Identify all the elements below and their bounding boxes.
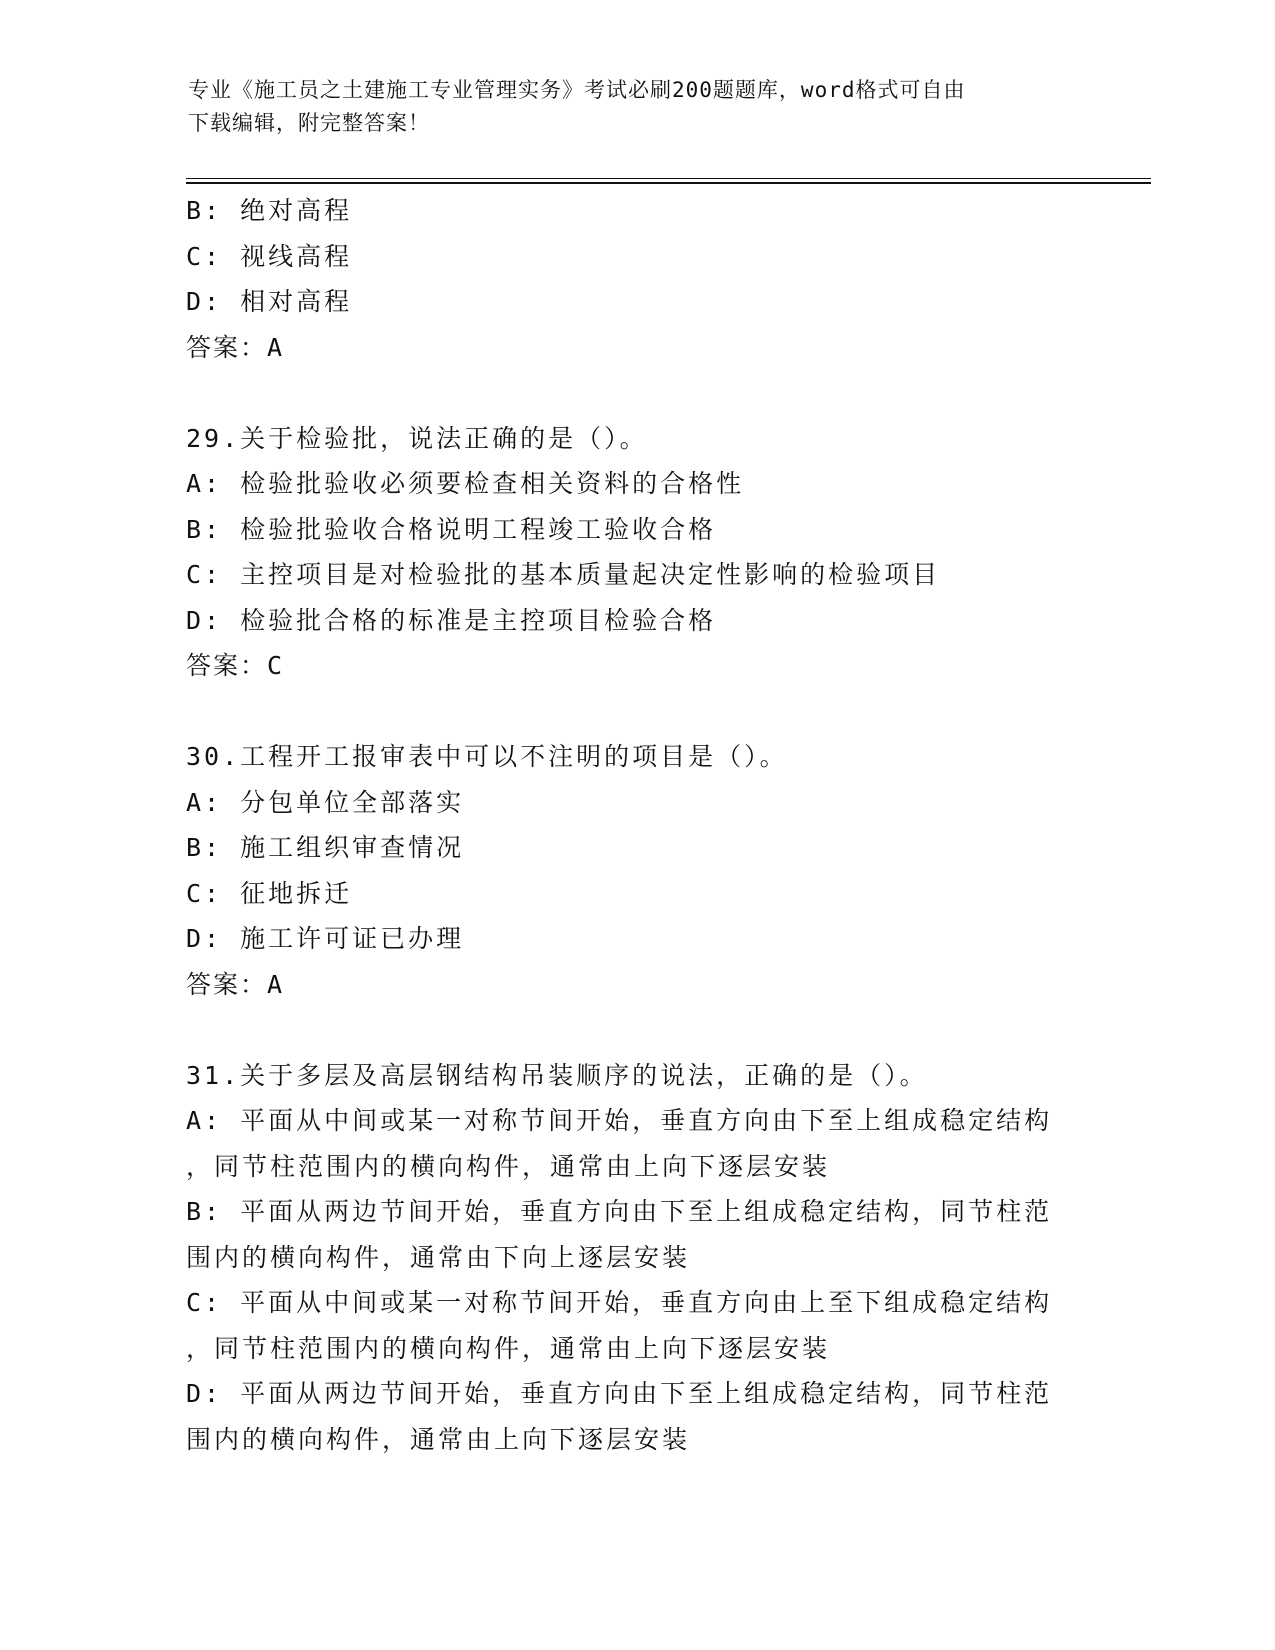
option-b: B: 绝对高程	[186, 196, 353, 225]
spacer	[186, 1007, 1086, 1053]
header-rule-thick	[186, 182, 1151, 184]
option-d: D: 相对高程	[186, 287, 353, 316]
option-b: B: 施工组织审查情况	[186, 833, 465, 862]
answer-line: 答案：A	[186, 332, 285, 362]
option-a: A: 检验批验收必须要检查相关资料的合格性	[186, 469, 745, 498]
question-list	[186, 188, 1086, 1462]
question-block-31	[186, 1053, 1086, 1463]
option-d-line-2: 围内的横向构件，通常由上向下逐层安装	[186, 1424, 691, 1454]
spacer	[186, 370, 1086, 416]
option-c-line-2: ，同节柱范围内的横向构件，通常由上向下逐层安装	[186, 1333, 831, 1363]
header-line-1: 专业《施工员之土建施工专业管理实务》考试必刷200题题库，word格式可自由	[188, 78, 966, 102]
option-a-line-1: A: 平面从中间或某一对称节间开始，垂直方向由下至上组成稳定结构	[186, 1106, 1053, 1135]
option-a: A: 分包单位全部落实	[186, 787, 465, 817]
option-b-line-1: B: 平面从两边节间开始，垂直方向由下至上组成稳定结构，同节柱范	[186, 1197, 1053, 1226]
option-a-line-2: ，同节柱范围内的横向构件，通常由上向下逐层安装	[186, 1151, 831, 1181]
option-d-line-1: D: 平面从两边节间开始，垂直方向由下至上组成稳定结构，同节柱范	[186, 1379, 1053, 1408]
option-c: C: 主控项目是对检验批的基本质量起决定性影响的检验项目	[186, 560, 941, 589]
option-c-line-1: C: 平面从中间或某一对称节间开始，垂直方向由上至下组成稳定结构	[186, 1288, 1053, 1317]
answer-line: 答案：C	[186, 651, 285, 680]
option-b: B: 检验批验收合格说明工程竣工验收合格	[186, 514, 717, 544]
header-rule-thin	[186, 178, 1151, 179]
answer-line: 答案：A	[186, 969, 285, 999]
option-c: C: 征地拆迁	[186, 878, 353, 908]
option-c: C: 视线高程	[186, 241, 353, 271]
spacer	[186, 689, 1086, 735]
page-header	[188, 74, 1068, 140]
question-block-30	[186, 734, 1086, 1007]
header-line-2: 下载编辑，附完整答案！	[188, 111, 430, 135]
option-d: D: 检验批合格的标准是主控项目检验合格	[186, 605, 717, 635]
question-block-28	[186, 188, 1086, 370]
question-block-29	[186, 416, 1086, 689]
option-b-line-2: 围内的横向构件，通常由下向上逐层安装	[186, 1242, 691, 1272]
question-stem: 30.工程开工报审表中可以不注明的项目是（）。	[186, 742, 788, 771]
question-stem: 29.关于检验批，说法正确的是（）。	[186, 423, 648, 453]
option-d: D: 施工许可证已办理	[186, 924, 465, 953]
question-stem: 31.关于多层及高层钢结构吊装顺序的说法，正确的是（）。	[186, 1060, 928, 1090]
